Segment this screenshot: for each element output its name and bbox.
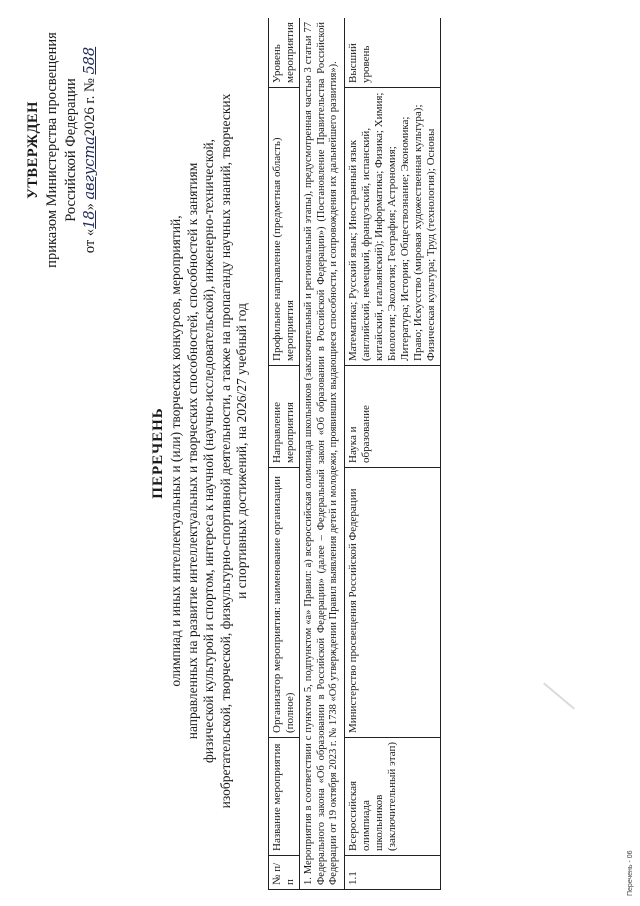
order-mid: » [82, 199, 98, 211]
approval-stamp [24, 0, 100, 300]
table-header-row [269, 18, 300, 890]
header-profile: Профильное направление (предметная область) мероприятия [269, 88, 300, 366]
order-year: 2026 г. № [82, 74, 98, 137]
row-organizer: Министерство просвещения Российской Федерации [344, 468, 440, 738]
section-intro-text: 1. Мероприятия в соответствии с пунктом 5, подпунктом «а» Правил: а) всероссийская олимпиада школьников (заключительный и региональный этапы), предусмотренная частью 3 статьи 77 Федерального закона «Об образовании в Российской Федерации» (далее – Федеральный закон «Об образовании в Российской Федерации») (Постановление Правительства Российской Федерации от 19 октября 2023 г. № 1738 «Об утверждении Правил выявления детей и молодежи, проявивших выдающиеся способности, и сопровождения их дальнейшего развития»). [300, 18, 345, 890]
row-level: Высший уровень [344, 18, 440, 88]
events-table-area [268, 18, 640, 890]
row-name: Всероссийская олимпиада школьников (заключительный этап) [344, 738, 440, 856]
approval-heading: УТВЕРЖДЕН [25, 101, 41, 199]
table-row [344, 18, 440, 890]
subtitle-line: изобретательской, творческой, физкультурно-спортивной деятельности, а также на пропаганду научных знаний, творческих [217, 93, 233, 809]
subtitle-line: направленных на развитие интеллектуальных и творческих способностей, способностей к занятиям [184, 162, 200, 740]
approval-line-1: приказом Министерства просвещения [44, 32, 60, 268]
footer-note: Перечень - 06 [627, 850, 634, 896]
document-title: ПЕРЕЧЕНЬ [150, 407, 166, 499]
header-level: Уровень мероприятия [269, 18, 300, 88]
row-profile: Математика; Русский язык; Иностранный язык (английский, немецкий, французский, испанский, китайский, итальянский); Информатика; Физика; Химия; Биология; Экология; География; Астрономия; Литература; История; Обществознание; Экономика; Право; Искусство (мировая художественная культура); Физическая культура; Труд (технология); Основы [344, 88, 440, 366]
events-table [268, 18, 441, 890]
header-num: № п/п [269, 856, 300, 890]
section-intro-row [300, 18, 345, 890]
order-month: августа [82, 136, 98, 200]
order-line [81, 0, 100, 300]
row-direction: Наука и образование [344, 366, 440, 468]
order-day: 18 [82, 210, 98, 229]
subtitle-line: и спортивных достижений, на 2026/27 учебный год [234, 303, 249, 599]
approval-line-2: Российской Федерации [63, 78, 79, 222]
order-prefix: от « [82, 228, 98, 254]
row-num: 1.1 [344, 856, 440, 890]
document-subtitle [168, 56, 251, 846]
header-organizer: Организатор мероприятия: наименование организации (полное) [269, 468, 300, 738]
header-name: Название мероприятия [269, 738, 300, 856]
header-direction: Направление мероприятия [269, 366, 300, 468]
order-number: 588 [82, 46, 98, 75]
subtitle-line: физической культурой и спортом, интереса к научной (научно-исследовательской), инженерно-технической, [201, 139, 216, 763]
subtitle-line: олимпиад и иных интеллектуальных и (или) творческих конкурсов, мероприятий, [168, 215, 183, 687]
